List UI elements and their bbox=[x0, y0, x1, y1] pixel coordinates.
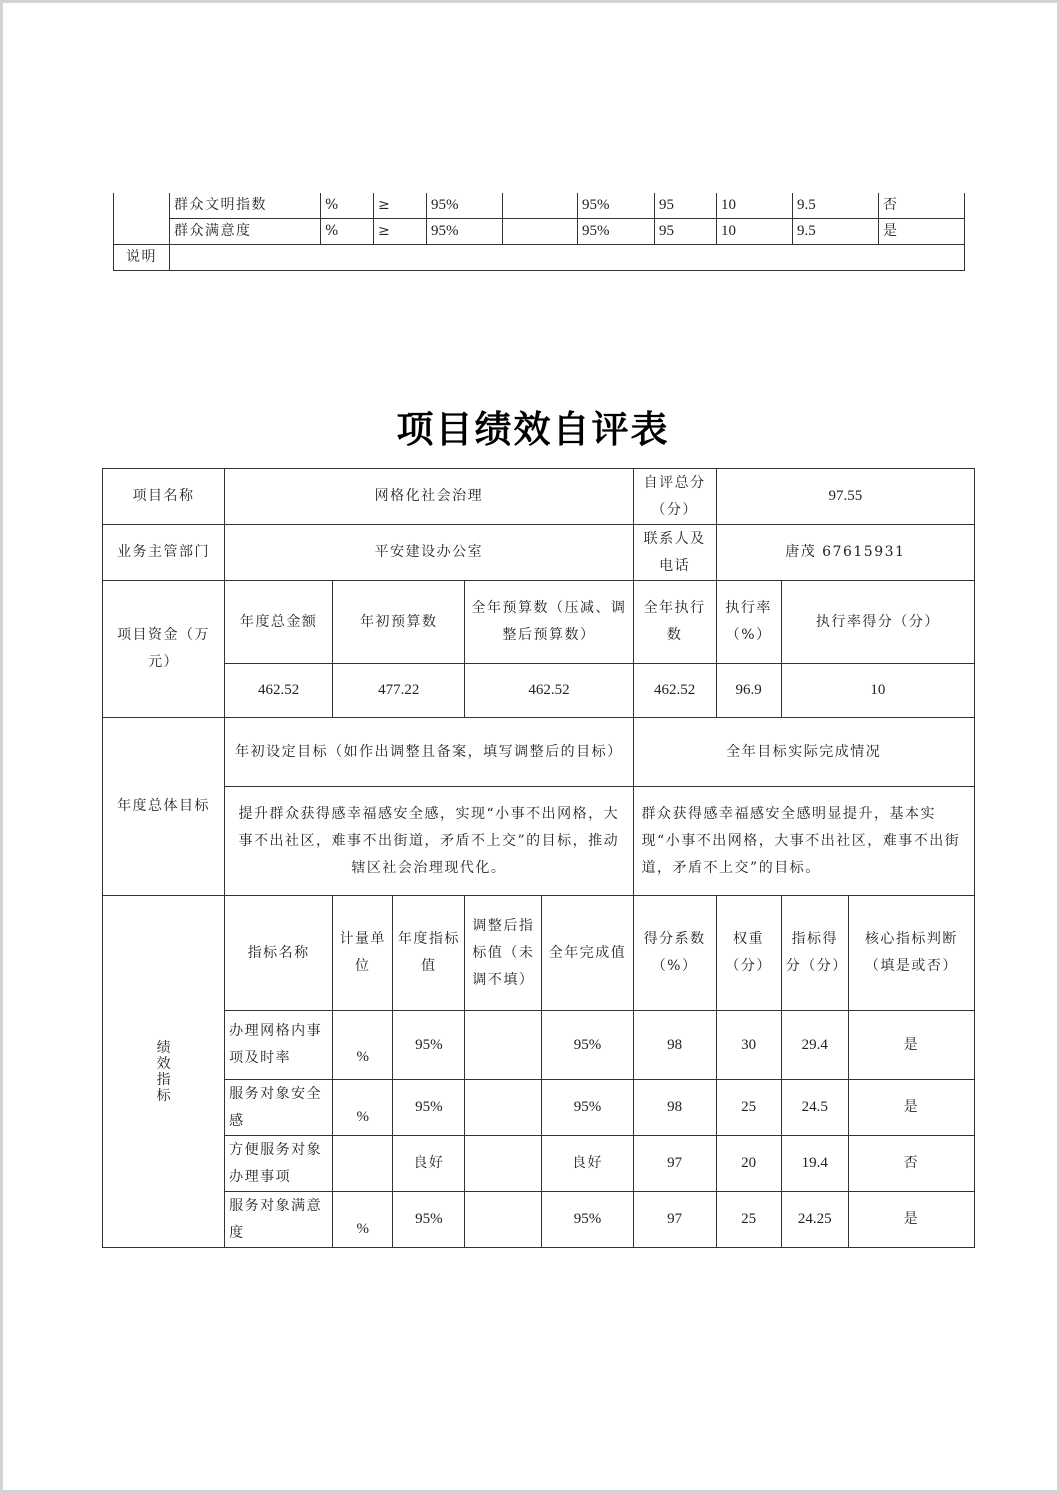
indicator-operator: ≥ bbox=[374, 219, 427, 245]
indicator-name: 群众文明指数 bbox=[170, 193, 321, 219]
exec-rate-score-value: 10 bbox=[781, 664, 974, 718]
indicator-core-header: 核心指标判断（填是或否） bbox=[848, 896, 974, 1011]
indicator-score-header: 指标得分（分） bbox=[781, 896, 848, 1011]
indicator-weight: 10 bbox=[717, 193, 793, 219]
indicator-score-coef: 98 bbox=[633, 1080, 716, 1136]
indicator-target: 95% bbox=[393, 1011, 465, 1080]
full-year-budget-value: 462.52 bbox=[465, 664, 633, 718]
indicator-core: 否 bbox=[848, 1136, 974, 1192]
indicator-adjusted bbox=[503, 193, 578, 219]
indicator-adjusted-header: 调整后指标值（未调不填） bbox=[465, 896, 542, 1011]
initial-goal-text: 提升群众获得感幸福感安全感，实现“小事不出网格，大事不出社区，难事不出街道，矛盾不上交”的目标，推动辖区社会治理现代化。 bbox=[225, 787, 633, 896]
initial-budget-header: 年初预算数 bbox=[333, 581, 465, 664]
funds-header-row bbox=[103, 581, 975, 664]
indicator-weight: 20 bbox=[716, 1136, 781, 1192]
indicator-unit bbox=[333, 1136, 393, 1192]
exec-rate-score-header: 执行率得分（分） bbox=[781, 581, 974, 664]
indicator-score-coef-header: 得分系数（%） bbox=[633, 896, 716, 1011]
department-value: 平安建设办公室 bbox=[225, 525, 633, 581]
indicator-core: 否 bbox=[879, 193, 965, 219]
indicator-score: 29.4 bbox=[781, 1011, 848, 1080]
indicator-actual-header: 全年完成值 bbox=[542, 896, 633, 1011]
indicator-weight-header: 权重（分） bbox=[716, 896, 781, 1011]
indicator-name: 办理网格内事项及时率 bbox=[225, 1011, 333, 1080]
indicator-operator: ≥ bbox=[374, 193, 427, 219]
actual-goal-header: 全年目标实际完成情况 bbox=[633, 718, 974, 787]
department-row bbox=[103, 525, 975, 581]
indicator-score: 9.5 bbox=[793, 193, 879, 219]
indicator-core: 是 bbox=[848, 1192, 974, 1248]
indicator-unit: % bbox=[333, 1080, 393, 1136]
indicator-target-header: 年度指标值 bbox=[393, 896, 465, 1011]
goals-label: 年度总体目标 bbox=[103, 718, 225, 896]
full-year-budget-header: 全年预算数（压减、调整后预算数） bbox=[465, 581, 633, 664]
indicators-label-cell bbox=[103, 896, 225, 1248]
indicator-score-coef: 97 bbox=[633, 1192, 716, 1248]
indicator-unit: % bbox=[321, 193, 374, 219]
indicator-adjusted bbox=[503, 219, 578, 245]
indicator-score-coef: 97 bbox=[633, 1136, 716, 1192]
previous-indicator-table bbox=[113, 193, 965, 271]
indicator-name: 服务对象安全感 bbox=[225, 1080, 333, 1136]
note-value bbox=[170, 245, 965, 271]
table-row bbox=[114, 219, 965, 245]
project-name-row bbox=[103, 469, 975, 525]
indicator-score-coef: 98 bbox=[633, 1011, 716, 1080]
indicator-actual: 95% bbox=[542, 1080, 633, 1136]
indicator-unit: % bbox=[333, 1192, 393, 1248]
contact-label: 联系人及电话 bbox=[633, 525, 716, 581]
indicator-adjusted bbox=[465, 1136, 542, 1192]
table-row bbox=[103, 1080, 975, 1136]
annual-total-value: 462.52 bbox=[225, 664, 333, 718]
indicator-name: 服务对象满意度 bbox=[225, 1192, 333, 1248]
initial-budget-value: 477.22 bbox=[333, 664, 465, 718]
indicator-unit-header: 计量单位 bbox=[333, 896, 393, 1011]
goals-header-row bbox=[103, 718, 975, 787]
indicator-target: 95% bbox=[393, 1192, 465, 1248]
indicator-unit: % bbox=[333, 1011, 393, 1080]
indicator-adjusted bbox=[465, 1192, 542, 1248]
indicator-target: 95% bbox=[427, 193, 503, 219]
indicators-label: 绩效指标 bbox=[156, 1039, 171, 1104]
indicator-name: 群众满意度 bbox=[170, 219, 321, 245]
self-score-label: 自评总分（分） bbox=[633, 469, 716, 525]
indicator-core: 是 bbox=[848, 1011, 974, 1080]
table-row bbox=[114, 193, 965, 219]
indicator-weight: 25 bbox=[716, 1192, 781, 1248]
indicator-score: 24.25 bbox=[781, 1192, 848, 1248]
indicator-target: 95% bbox=[427, 219, 503, 245]
indicator-adjusted bbox=[465, 1080, 542, 1136]
self-score-value: 97.55 bbox=[716, 469, 974, 525]
exec-rate-header: 执行率（%） bbox=[716, 581, 781, 664]
table-row bbox=[103, 1136, 975, 1192]
indicator-core: 是 bbox=[879, 219, 965, 245]
goals-content-row bbox=[103, 787, 975, 896]
indicator-actual: 95% bbox=[542, 1011, 633, 1080]
indicator-score-coef: 95 bbox=[655, 193, 717, 219]
department-label: 业务主管部门 bbox=[103, 525, 225, 581]
initial-goal-header: 年初设定目标（如作出调整且备案，填写调整后的目标） bbox=[225, 718, 633, 787]
indicator-actual: 良好 bbox=[542, 1136, 633, 1192]
indicator-weight: 10 bbox=[717, 219, 793, 245]
table-row bbox=[103, 1011, 975, 1080]
table-row bbox=[103, 1192, 975, 1248]
actual-goal-text: 群众获得感幸福感安全感明显提升，基本实现“小事不出网格，大事不出社区，难事不出街道，矛盾不上交”的目标。 bbox=[633, 787, 974, 896]
indicator-header-row bbox=[103, 896, 975, 1011]
indicator-score: 24.5 bbox=[781, 1080, 848, 1136]
funds-value-row bbox=[103, 664, 975, 718]
indicator-target: 95% bbox=[393, 1080, 465, 1136]
self-evaluation-table bbox=[102, 468, 975, 1248]
project-name-label: 项目名称 bbox=[103, 469, 225, 525]
exec-rate-value: 96.9 bbox=[716, 664, 781, 718]
indicator-name-header: 指标名称 bbox=[225, 896, 333, 1011]
indicator-actual: 95% bbox=[542, 1192, 633, 1248]
indicator-score: 19.4 bbox=[781, 1136, 848, 1192]
annual-total-header: 年度总金额 bbox=[225, 581, 333, 664]
indicator-core: 是 bbox=[848, 1080, 974, 1136]
indicator-score-coef: 95 bbox=[655, 219, 717, 245]
indicator-unit: % bbox=[321, 219, 374, 245]
indicator-adjusted bbox=[465, 1011, 542, 1080]
contact-value: 唐茂 67615931 bbox=[716, 525, 974, 581]
funds-label: 项目资金（万元） bbox=[103, 581, 225, 718]
indicator-name: 方便服务对象办理事项 bbox=[225, 1136, 333, 1192]
note-row bbox=[114, 245, 965, 271]
indicator-actual: 95% bbox=[578, 219, 655, 245]
indicator-weight: 30 bbox=[716, 1011, 781, 1080]
executed-header: 全年执行数 bbox=[633, 581, 716, 664]
indicator-actual: 95% bbox=[578, 193, 655, 219]
category-cell bbox=[114, 193, 170, 245]
indicator-weight: 25 bbox=[716, 1080, 781, 1136]
page-title: 项目绩效自评表 bbox=[396, 407, 670, 451]
project-name-value: 网格化社会治理 bbox=[225, 469, 633, 525]
executed-value: 462.52 bbox=[633, 664, 716, 718]
indicator-target: 良好 bbox=[393, 1136, 465, 1192]
indicator-score: 9.5 bbox=[793, 219, 879, 245]
note-label: 说明 bbox=[114, 245, 170, 271]
